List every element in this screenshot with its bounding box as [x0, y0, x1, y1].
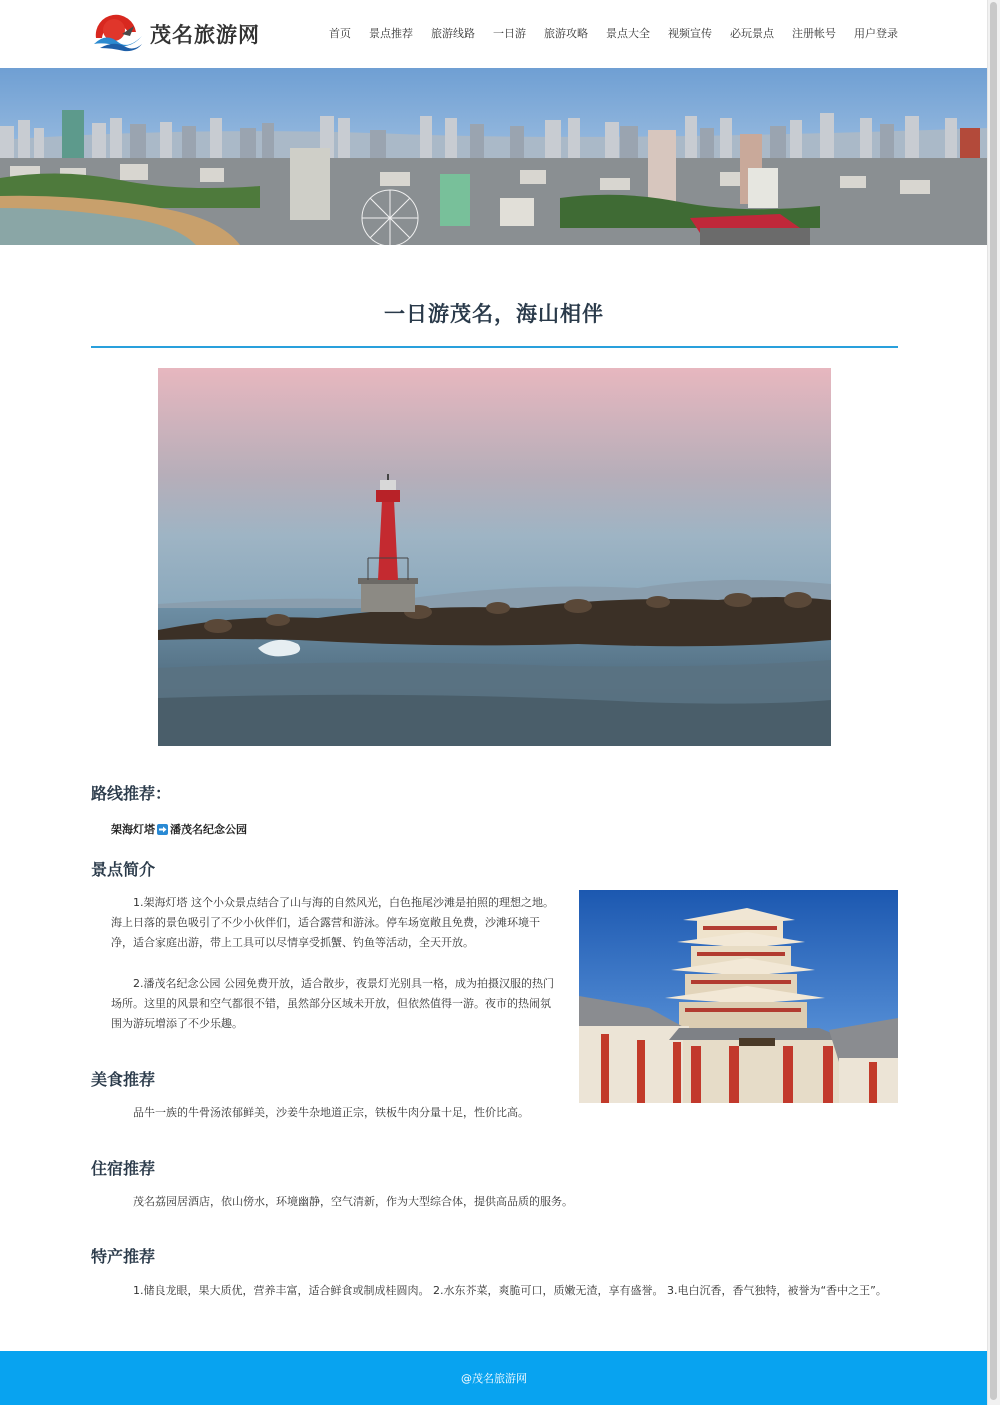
page-scrollbar[interactable]	[987, 0, 1000, 1405]
memorial-park-photo	[579, 890, 898, 1103]
nav-item-home[interactable]: 首页	[329, 27, 351, 40]
article-title: 一日游茂名，海山相伴	[384, 302, 604, 326]
nav-item-guides[interactable]: 旅游攻略	[544, 27, 588, 40]
footer-copyright: @茂名旅游网	[461, 1372, 527, 1385]
main-nav	[329, 24, 898, 44]
intro-heading: 景点简介	[91, 860, 156, 879]
city-banner-image	[0, 68, 988, 245]
route-from: 架海灯塔	[111, 823, 155, 836]
nav-item-day-trip[interactable]: 一日游	[493, 27, 526, 40]
intro-paragraph-1: 1.架海灯塔 这个小众景点结合了山与海的自然风光，白色拖尾沙滩是拍照的理想之地。海上日落的景色吸引了不少小伙伴们，适合露营和游泳。停车场宽敞且免费，沙滩环境干净，适合家庭出游，带上工具可以尽情享受抓蟹、钓鱼等活动，全天开放。	[111, 896, 554, 949]
site-name: 茂名旅游网	[150, 23, 260, 47]
arrow-right-icon	[157, 824, 168, 835]
route-heading: 路线推荐：	[91, 784, 172, 803]
nav-item-login[interactable]: 用户登录	[854, 27, 898, 40]
scrollbar-thumb[interactable]	[990, 2, 997, 1400]
nav-item-routes[interactable]: 旅游线路	[431, 27, 475, 40]
site-logo[interactable]	[92, 14, 260, 54]
food-heading: 美食推荐	[91, 1070, 156, 1089]
nav-item-all-attractions[interactable]: 景点大全	[606, 27, 650, 40]
specialty-heading: 特产推荐	[91, 1247, 156, 1266]
intro-paragraph-2: 2.潘茂名纪念公园 公园免费开放，适合散步，夜景灯光别具一格，成为拍摄汉服的热门场所。这里的风景和空气都很不错，虽然部分区域未开放，但依然值得一游。夜市的热闹氛围为游玩增添了不少乐趣。	[111, 977, 554, 1030]
site-footer	[0, 1351, 988, 1405]
site-header	[0, 0, 988, 69]
nav-item-must-visit[interactable]: 必玩景点	[730, 27, 774, 40]
specialty-text: 1.储良龙眼，果大质优，营养丰富，适合鲜食或制成桂圆肉。 2.水东芥菜，爽脆可口，质嫩无渣，享有盛誉。 3.电白沉香，香气独特，被誉为“香中之王”。	[133, 1284, 887, 1297]
nav-item-videos[interactable]: 视频宣传	[668, 27, 712, 40]
stay-heading: 住宿推荐	[91, 1159, 156, 1178]
route-to: 潘茂名纪念公园	[170, 823, 247, 836]
nav-item-register[interactable]: 注册帐号	[792, 27, 836, 40]
title-divider	[91, 346, 898, 348]
lighthouse-photo	[158, 368, 831, 746]
nav-item-attractions[interactable]: 景点推荐	[369, 27, 413, 40]
food-text: 品牛一族的牛骨汤浓郁鲜美，沙姜牛杂地道正宗，铁板牛肉分量十足，性价比高。	[133, 1106, 529, 1119]
logo-icon	[92, 14, 144, 54]
stay-text: 茂名荔园居酒店，依山傍水，环境幽静，空气清新，作为大型综合体，提供高品质的服务。	[133, 1195, 573, 1208]
route-line	[111, 821, 247, 837]
